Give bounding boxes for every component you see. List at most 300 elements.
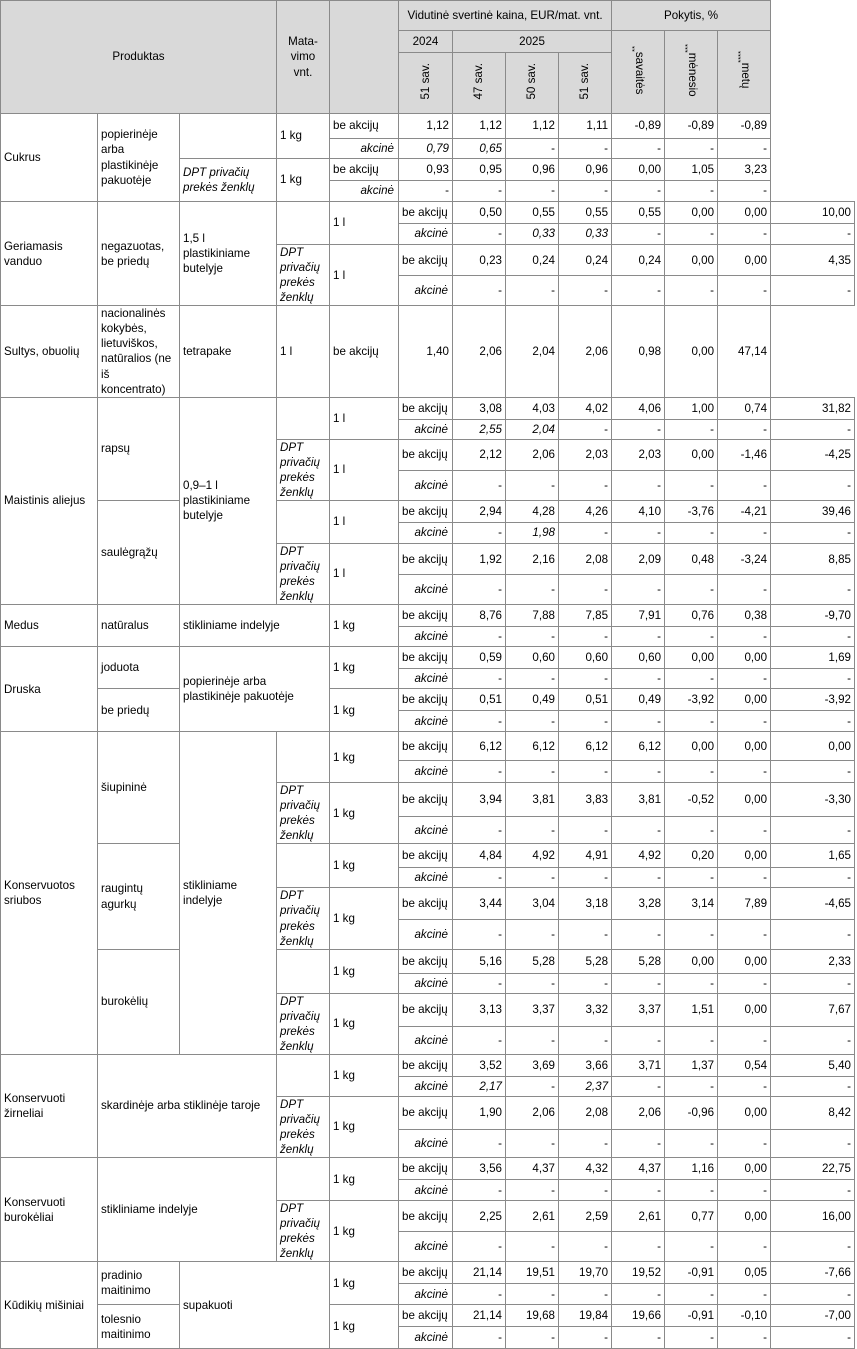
price-value-cell: 6,12 bbox=[506, 732, 559, 761]
change-value-cell: - bbox=[771, 816, 855, 844]
header-year-2025: 2025 bbox=[453, 31, 612, 53]
header-week: 51 sav. bbox=[559, 53, 612, 114]
change-value-cell: - bbox=[771, 1076, 855, 1096]
unit-cell: 1 kg bbox=[330, 605, 399, 647]
price-type-cell: be akcijų bbox=[399, 949, 453, 973]
change-value-cell: -3,92 bbox=[665, 689, 718, 711]
subgroup-label: saulėgrąžų bbox=[98, 500, 180, 604]
price-value-cell: 0,60 bbox=[506, 647, 559, 669]
price-value-cell: 0,24 bbox=[612, 245, 665, 276]
dpt-label: DPT privačių prekės ženklų bbox=[277, 1096, 330, 1157]
unit-cell: 1 kg bbox=[330, 1054, 399, 1096]
price-value-cell: - bbox=[612, 868, 665, 888]
price-value-cell: 5,28 bbox=[559, 949, 612, 973]
price-value-cell: - bbox=[506, 1232, 559, 1262]
change-value-cell: 0,00 bbox=[718, 732, 771, 761]
change-value-cell: - bbox=[771, 669, 855, 689]
pack-label: 0,9–1 l plastikiniame butelyje bbox=[180, 397, 277, 605]
change-value-cell: 0,00 bbox=[718, 245, 771, 276]
price-value-cell: 2,59 bbox=[559, 1201, 612, 1232]
unit-cell: 1 kg bbox=[330, 647, 399, 689]
change-value-cell: - bbox=[771, 419, 855, 439]
price-value-cell: - bbox=[612, 1180, 665, 1201]
price-value-cell: - bbox=[612, 575, 665, 605]
change-value-cell: - bbox=[718, 470, 771, 500]
price-value-cell: 4,06 bbox=[612, 397, 665, 419]
price-value-cell: 6,12 bbox=[612, 732, 665, 761]
unit-cell: 1 kg bbox=[330, 1158, 399, 1201]
change-value-cell: - bbox=[771, 761, 855, 783]
change-value-cell: - bbox=[665, 470, 718, 500]
change-value-cell: 0,76 bbox=[665, 605, 718, 627]
dpt-label: DPT privačių prekės ženklų bbox=[277, 993, 330, 1054]
change-value-cell: 0,00 bbox=[718, 993, 771, 1027]
price-type-cell: akcinė bbox=[330, 139, 399, 159]
change-value-cell: 47,14 bbox=[718, 306, 771, 397]
dpt-label: DPT privačių prekės ženklų bbox=[277, 543, 330, 604]
price-value-cell: - bbox=[612, 919, 665, 949]
unit-cell: 1 kg bbox=[330, 783, 399, 844]
price-type-cell: akcinė bbox=[399, 470, 453, 500]
price-value-cell: 3,08 bbox=[453, 397, 506, 419]
header-year-2024: 2024 bbox=[399, 31, 453, 53]
change-value-cell: 0,98 bbox=[612, 306, 665, 397]
price-type-cell: akcinė bbox=[399, 973, 453, 993]
price-value-cell: 2,94 bbox=[453, 500, 506, 522]
price-type-cell: akcinė bbox=[399, 627, 453, 647]
price-value-cell: 0,55 bbox=[506, 202, 559, 224]
price-value-cell: - bbox=[559, 139, 612, 159]
price-value-cell: - bbox=[559, 761, 612, 783]
price-value-cell: 0,96 bbox=[559, 159, 612, 181]
price-value-cell: 3,56 bbox=[453, 1158, 506, 1180]
change-value-cell: - bbox=[718, 522, 771, 543]
price-value-cell: - bbox=[559, 1027, 612, 1055]
table-row bbox=[1, 949, 855, 973]
unit-cell: 1 kg bbox=[330, 1305, 399, 1349]
price-value-cell: - bbox=[612, 1076, 665, 1096]
price-value-cell: 0,55 bbox=[612, 202, 665, 224]
change-value-cell: - bbox=[771, 1232, 855, 1262]
change-value-cell: 0,00 bbox=[718, 844, 771, 868]
price-value-cell: - bbox=[612, 1327, 665, 1349]
price-value-cell: - bbox=[559, 816, 612, 844]
price-value-cell: - bbox=[559, 919, 612, 949]
change-value-cell: - bbox=[771, 711, 855, 732]
price-value-cell: 3,28 bbox=[612, 888, 665, 919]
price-value-cell: 2,06 bbox=[612, 1096, 665, 1129]
price-value-cell: - bbox=[506, 181, 559, 202]
price-value-cell: 0,79 bbox=[399, 139, 453, 159]
table-row bbox=[1, 306, 855, 397]
change-value-cell: 0,00 bbox=[718, 202, 771, 224]
unit-cell: 1 l bbox=[330, 500, 399, 543]
price-value-cell: - bbox=[612, 711, 665, 732]
change-value-cell: - bbox=[718, 711, 771, 732]
change-value-cell: - bbox=[665, 575, 718, 605]
price-value-cell: - bbox=[612, 1027, 665, 1055]
change-value-cell: - bbox=[718, 224, 771, 245]
price-value-cell: 0,49 bbox=[612, 689, 665, 711]
change-value-cell: 10,00 bbox=[771, 202, 855, 224]
dpt-label: DPT privačių prekės ženklų bbox=[277, 783, 330, 844]
price-value-cell: 7,85 bbox=[559, 605, 612, 627]
group-label-sriubos: Konservuotos sriubos bbox=[1, 732, 98, 1055]
header-week: 47 sav. bbox=[453, 53, 506, 114]
subgroup-label: be priedų bbox=[98, 689, 180, 732]
change-value-cell: - bbox=[665, 1076, 718, 1096]
price-value-cell: 4,37 bbox=[506, 1158, 559, 1180]
change-value-cell: -0,89 bbox=[612, 114, 665, 139]
table-row bbox=[1, 1305, 855, 1327]
price-value-cell: - bbox=[559, 575, 612, 605]
group-label-cukrus: Cukrus bbox=[1, 114, 98, 202]
price-value-cell: 0,59 bbox=[453, 647, 506, 669]
dpt-label: DPT privačių prekės ženklų bbox=[180, 159, 277, 202]
price-value-cell: 1,40 bbox=[399, 306, 453, 397]
price-value-cell: 2,03 bbox=[612, 439, 665, 470]
price-value-cell: - bbox=[453, 181, 506, 202]
pack-cell-blank bbox=[277, 1054, 330, 1096]
change-value-cell: - bbox=[718, 139, 771, 159]
change-value-cell: -4,25 bbox=[771, 439, 855, 470]
change-value-cell: 8,85 bbox=[771, 543, 855, 574]
price-value-cell: 0,50 bbox=[453, 202, 506, 224]
price-value-cell: - bbox=[612, 816, 665, 844]
price-value-cell: - bbox=[453, 627, 506, 647]
pack-cell-blank bbox=[277, 844, 330, 888]
price-type-cell: akcinė bbox=[399, 522, 453, 543]
price-value-cell: 0,60 bbox=[612, 647, 665, 669]
price-type-cell: be akcijų bbox=[399, 783, 453, 817]
price-value-cell: 2,03 bbox=[559, 439, 612, 470]
header-change-week: savaitės** bbox=[612, 31, 665, 114]
subgroup-label: skardinėje arba stiklinėje taroje bbox=[98, 1054, 277, 1157]
change-value-cell: - bbox=[665, 919, 718, 949]
price-value-cell: 2,06 bbox=[506, 439, 559, 470]
change-value-cell: - bbox=[718, 973, 771, 993]
change-value-cell: - bbox=[718, 419, 771, 439]
dpt-label: DPT privačių prekės ženklų bbox=[277, 1201, 330, 1262]
price-value-cell: - bbox=[559, 973, 612, 993]
price-value-cell: 0,24 bbox=[559, 245, 612, 276]
table-row bbox=[1, 1158, 855, 1180]
unit-cell: 1 kg bbox=[277, 114, 330, 159]
price-type-cell: akcinė bbox=[399, 1180, 453, 1201]
price-value-cell: 0,51 bbox=[559, 689, 612, 711]
change-value-cell: - bbox=[771, 575, 855, 605]
change-value-cell: 0,00 bbox=[718, 783, 771, 817]
price-value-cell: - bbox=[559, 522, 612, 543]
subgroup-label: šiupininė bbox=[98, 732, 180, 844]
price-value-cell: - bbox=[453, 575, 506, 605]
price-type-cell: akcinė bbox=[399, 1232, 453, 1262]
header-change-month: mėnesio*** bbox=[665, 31, 718, 114]
subgroup-label: rapsų bbox=[98, 397, 180, 500]
price-value-cell: - bbox=[612, 1232, 665, 1262]
price-type-cell: akcinė bbox=[399, 419, 453, 439]
price-value-cell: - bbox=[453, 1327, 506, 1349]
change-value-cell: - bbox=[612, 139, 665, 159]
change-value-cell: 1,00 bbox=[665, 397, 718, 419]
price-value-cell: 2,04 bbox=[506, 306, 559, 397]
price-type-cell: akcinė bbox=[399, 868, 453, 888]
subgroup-label: raugintų agurkų bbox=[98, 844, 180, 949]
change-value-cell: -0,91 bbox=[665, 1262, 718, 1284]
price-value-cell: - bbox=[453, 1180, 506, 1201]
unit-cell: 1 kg bbox=[330, 993, 399, 1054]
price-value-cell: 4,92 bbox=[506, 844, 559, 868]
change-value-cell: 0,00 bbox=[665, 245, 718, 276]
price-type-cell: be akcijų bbox=[399, 732, 453, 761]
price-value-cell: - bbox=[506, 973, 559, 993]
price-value-cell: - bbox=[559, 1232, 612, 1262]
price-type-cell: be akcijų bbox=[399, 439, 453, 470]
price-value-cell: 2,37 bbox=[559, 1076, 612, 1096]
change-value-cell: - bbox=[665, 1130, 718, 1158]
price-value-cell: - bbox=[506, 1180, 559, 1201]
price-value-cell: - bbox=[506, 868, 559, 888]
change-value-cell: 39,46 bbox=[771, 500, 855, 522]
price-value-cell: 19,68 bbox=[506, 1305, 559, 1327]
change-value-cell: - bbox=[665, 711, 718, 732]
unit-cell: 1 kg bbox=[330, 844, 399, 888]
change-value-cell: 5,40 bbox=[771, 1054, 855, 1076]
price-value-cell: 3,66 bbox=[559, 1054, 612, 1076]
price-value-cell: 2,16 bbox=[506, 543, 559, 574]
price-type-cell: akcinė bbox=[399, 276, 453, 306]
change-value-cell: - bbox=[718, 1284, 771, 1305]
change-value-cell: 7,89 bbox=[718, 888, 771, 919]
change-value-cell: 0,00 bbox=[612, 159, 665, 181]
price-value-cell: 3,83 bbox=[559, 783, 612, 817]
change-value-cell: 0,00 bbox=[665, 647, 718, 669]
price-value-cell: - bbox=[506, 711, 559, 732]
change-value-cell: - bbox=[665, 276, 718, 306]
price-value-cell: 3,37 bbox=[612, 993, 665, 1027]
price-type-cell: be akcijų bbox=[399, 888, 453, 919]
price-value-cell: - bbox=[559, 1284, 612, 1305]
group-label-zirneliai: Konservuoti žirneliai bbox=[1, 1054, 98, 1157]
change-value-cell: 0,77 bbox=[665, 1201, 718, 1232]
price-value-cell: - bbox=[612, 627, 665, 647]
price-type-cell: be akcijų bbox=[399, 844, 453, 868]
subgroup-label: popierinėje arba plastikinėje pakuotėje bbox=[98, 114, 180, 202]
price-value-cell: - bbox=[453, 224, 506, 245]
price-value-cell: 21,14 bbox=[453, 1262, 506, 1284]
table-row bbox=[1, 1262, 855, 1284]
price-type-cell: akcinė bbox=[399, 1027, 453, 1055]
change-value-cell: - bbox=[665, 973, 718, 993]
change-value-cell: 1,65 bbox=[771, 844, 855, 868]
change-value-cell: - bbox=[665, 419, 718, 439]
price-type-cell: be akcijų bbox=[399, 1262, 453, 1284]
price-value-cell: 4,03 bbox=[506, 397, 559, 419]
change-value-cell: -0,89 bbox=[665, 114, 718, 139]
price-type-cell: akcinė bbox=[399, 575, 453, 605]
change-value-cell: 0,00 bbox=[718, 949, 771, 973]
price-value-cell: 0,23 bbox=[453, 245, 506, 276]
price-value-cell: - bbox=[506, 1027, 559, 1055]
price-type-cell: akcinė bbox=[399, 1284, 453, 1305]
price-value-cell: 0,93 bbox=[399, 159, 453, 181]
change-value-cell: - bbox=[718, 919, 771, 949]
price-value-cell: - bbox=[612, 276, 665, 306]
price-value-cell: 0,24 bbox=[506, 245, 559, 276]
price-type-cell: be akcijų bbox=[399, 1096, 453, 1129]
price-value-cell: - bbox=[559, 419, 612, 439]
price-type-cell: akcinė bbox=[399, 669, 453, 689]
header-avg-price: Vidutinė svertinė kaina, EUR/mat. vnt. bbox=[399, 1, 612, 31]
price-value-cell: - bbox=[506, 575, 559, 605]
price-value-cell: 19,84 bbox=[559, 1305, 612, 1327]
change-value-cell: - bbox=[665, 627, 718, 647]
price-value-cell: 0,65 bbox=[453, 139, 506, 159]
change-value-cell: 0,00 bbox=[771, 732, 855, 761]
price-value-cell: 0,33 bbox=[506, 224, 559, 245]
price-value-cell: 1,90 bbox=[453, 1096, 506, 1129]
unit-cell: 1 kg bbox=[330, 732, 399, 783]
price-value-cell: 1,12 bbox=[399, 114, 453, 139]
price-type-cell: be akcijų bbox=[399, 202, 453, 224]
change-value-cell: 0,00 bbox=[718, 647, 771, 669]
price-value-cell: 4,84 bbox=[453, 844, 506, 868]
change-value-cell: - bbox=[665, 669, 718, 689]
price-value-cell: 0,96 bbox=[506, 159, 559, 181]
dpt-label: DPT privačių prekės ženklų bbox=[277, 439, 330, 500]
change-value-cell: 3,14 bbox=[665, 888, 718, 919]
subgroup-label: negazuotas, be priedų bbox=[98, 202, 180, 306]
change-value-cell: 22,75 bbox=[771, 1158, 855, 1180]
price-value-cell: - bbox=[506, 669, 559, 689]
unit-cell: 1 l bbox=[277, 306, 330, 397]
price-value-cell: 2,12 bbox=[453, 439, 506, 470]
price-value-cell: 1,12 bbox=[506, 114, 559, 139]
change-value-cell: - bbox=[718, 1180, 771, 1201]
group-label-misiniai: Kūdikių mišiniai bbox=[1, 1262, 98, 1349]
price-value-cell: - bbox=[612, 470, 665, 500]
price-value-cell: 1,12 bbox=[453, 114, 506, 139]
price-value-cell: 3,81 bbox=[506, 783, 559, 817]
change-value-cell: 0,38 bbox=[718, 605, 771, 627]
change-value-cell: -0,52 bbox=[665, 783, 718, 817]
price-value-cell: 2,09 bbox=[612, 543, 665, 574]
unit-cell: 1 l bbox=[330, 439, 399, 500]
change-value-cell: - bbox=[665, 1180, 718, 1201]
dpt-label: DPT privačių prekės ženklų bbox=[277, 888, 330, 949]
change-value-cell: - bbox=[771, 973, 855, 993]
subgroup-label: pradinio maitinimo bbox=[98, 1262, 180, 1305]
pack-label: popierinėje arba plastikinėje pakuotėje bbox=[180, 647, 330, 732]
price-value-cell: - bbox=[453, 1130, 506, 1158]
change-value-cell: -0,91 bbox=[665, 1305, 718, 1327]
change-value-cell: - bbox=[771, 919, 855, 949]
price-type-cell: akcinė bbox=[399, 919, 453, 949]
price-type-cell: be akcijų bbox=[399, 689, 453, 711]
price-type-cell: be akcijų bbox=[399, 543, 453, 574]
header-change: Pokytis, % bbox=[612, 1, 771, 31]
unit-cell: 1 kg bbox=[277, 159, 330, 202]
change-value-cell: - bbox=[771, 627, 855, 647]
subgroup-label: burokėlių bbox=[98, 949, 180, 1054]
price-value-cell: 4,02 bbox=[559, 397, 612, 419]
change-value-cell: 2,33 bbox=[771, 949, 855, 973]
change-value-cell: 3,23 bbox=[718, 159, 771, 181]
table-row bbox=[1, 397, 855, 419]
change-value-cell: - bbox=[771, 224, 855, 245]
price-value-cell: - bbox=[506, 816, 559, 844]
price-value-cell: 0,60 bbox=[559, 647, 612, 669]
price-value-cell: 3,69 bbox=[506, 1054, 559, 1076]
change-value-cell: - bbox=[718, 276, 771, 306]
pack-label: supakuoti bbox=[180, 1262, 330, 1349]
price-type-cell: be akcijų bbox=[330, 114, 399, 139]
change-value-cell: 0,00 bbox=[665, 949, 718, 973]
table-row bbox=[1, 1054, 855, 1076]
price-value-cell: - bbox=[453, 669, 506, 689]
price-value-cell: 6,12 bbox=[559, 732, 612, 761]
price-value-cell: 1,11 bbox=[559, 114, 612, 139]
price-value-cell: - bbox=[559, 711, 612, 732]
price-value-cell: 3,52 bbox=[453, 1054, 506, 1076]
price-value-cell: 0,49 bbox=[506, 689, 559, 711]
change-value-cell: -0,96 bbox=[665, 1096, 718, 1129]
price-type-cell: akcinė bbox=[399, 1327, 453, 1349]
subgroup-label: natūralus bbox=[98, 605, 180, 647]
price-value-cell: 19,70 bbox=[559, 1262, 612, 1284]
change-value-cell: 0,00 bbox=[718, 1096, 771, 1129]
table-row bbox=[1, 689, 855, 711]
dpt-label: DPT privačių prekės ženklų bbox=[277, 245, 330, 306]
price-value-cell: 5,16 bbox=[453, 949, 506, 973]
change-value-cell: - bbox=[771, 1327, 855, 1349]
price-value-cell: 7,88 bbox=[506, 605, 559, 627]
change-value-cell: - bbox=[665, 522, 718, 543]
price-type-cell: be akcijų bbox=[399, 993, 453, 1027]
price-type-cell: be akcijų bbox=[399, 647, 453, 669]
change-value-cell: - bbox=[718, 1232, 771, 1262]
table-row bbox=[1, 202, 855, 224]
price-value-cell: 2,17 bbox=[453, 1076, 506, 1096]
price-value-cell: - bbox=[506, 1327, 559, 1349]
header-unit: Mata-vimo vnt. bbox=[277, 1, 330, 114]
pack-cell-blank bbox=[277, 1158, 330, 1201]
change-value-cell: - bbox=[718, 1027, 771, 1055]
change-value-cell: 0,00 bbox=[665, 732, 718, 761]
price-value-cell: 2,06 bbox=[506, 1096, 559, 1129]
price-value-cell: - bbox=[453, 868, 506, 888]
change-value-cell: 0,00 bbox=[718, 1201, 771, 1232]
price-type-cell: be akcijų bbox=[399, 1054, 453, 1076]
price-value-cell: - bbox=[559, 627, 612, 647]
change-value-cell: 0,00 bbox=[665, 202, 718, 224]
price-type-cell: be akcijų bbox=[399, 605, 453, 627]
price-value-cell: 2,04 bbox=[506, 419, 559, 439]
change-value-cell: - bbox=[665, 139, 718, 159]
unit-cell: 1 l bbox=[330, 202, 399, 245]
unit-cell: 1 l bbox=[330, 245, 399, 306]
change-value-cell: -3,76 bbox=[665, 500, 718, 522]
price-value-cell: 19,51 bbox=[506, 1262, 559, 1284]
pack-cell-blank bbox=[277, 949, 330, 993]
price-value-cell: 2,06 bbox=[453, 306, 506, 397]
change-value-cell: -9,70 bbox=[771, 605, 855, 627]
change-value-cell: - bbox=[665, 761, 718, 783]
price-value-cell: 4,37 bbox=[612, 1158, 665, 1180]
price-type-cell: akcinė bbox=[399, 1130, 453, 1158]
price-value-cell: 0,33 bbox=[559, 224, 612, 245]
change-value-cell: -7,00 bbox=[771, 1305, 855, 1327]
